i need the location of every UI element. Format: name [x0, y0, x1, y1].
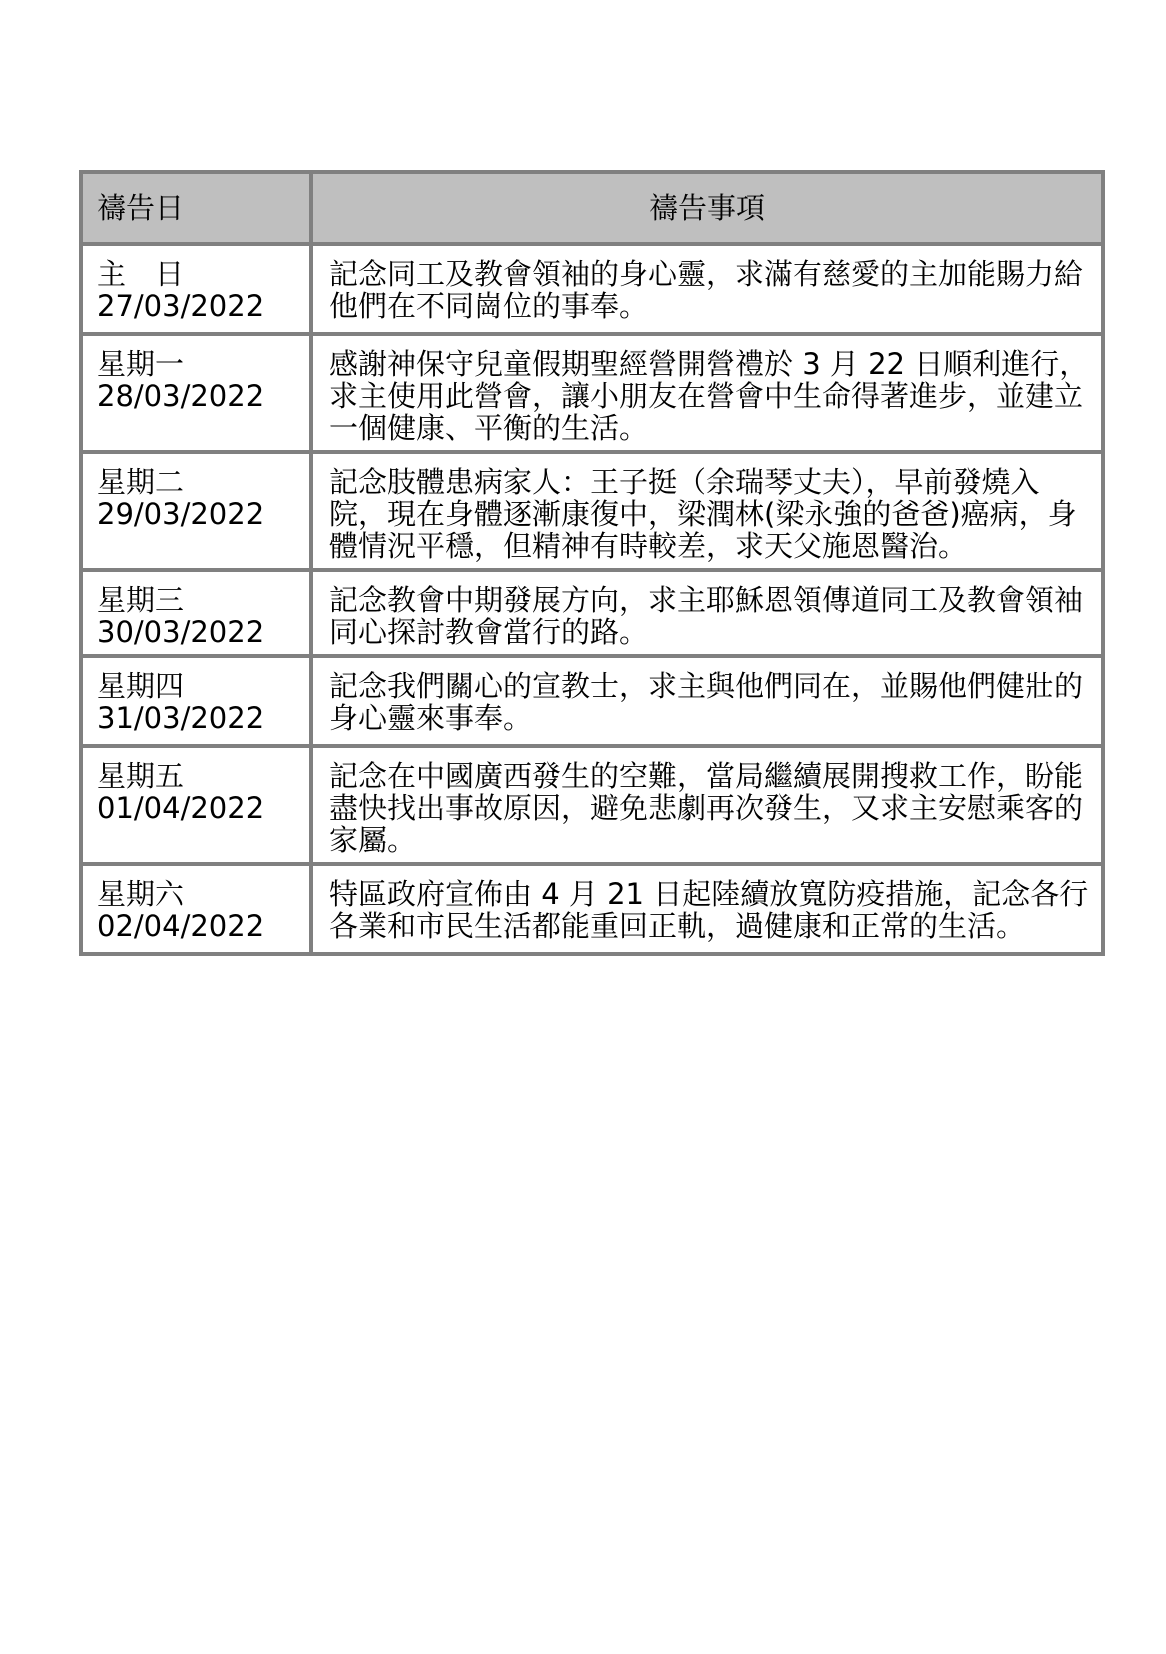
day-name: 星期五 — [97, 759, 185, 793]
day-date: 29/03/2022 — [97, 497, 265, 531]
prayer-item: 特區政府宣佈由 4 月 21 日起陸續放寬防疫措施，記念各行各業和市民生活都能重回正軌，過健康和正常的生活。 — [311, 864, 1103, 954]
day-cell — [81, 244, 311, 334]
day-date: 30/03/2022 — [97, 615, 265, 649]
table-row — [81, 746, 1103, 864]
day-cell — [81, 746, 311, 864]
day-cell — [81, 570, 311, 656]
prayer-item: 記念我們關心的宣教士，求主與他們同在，並賜他們健壯的身心靈來事奉。 — [311, 656, 1103, 746]
header-prayer-items: 禱告事項 — [311, 172, 1103, 244]
prayer-item: 記念同工及教會領袖的身心靈，求滿有慈愛的主加能賜力給他們在不同崗位的事奉。 — [311, 244, 1103, 334]
day-name: 主 日 — [97, 257, 185, 291]
day-name: 星期三 — [97, 583, 185, 617]
table-header-row — [81, 172, 1103, 244]
day-cell — [81, 452, 311, 570]
day-date: 28/03/2022 — [97, 379, 265, 413]
prayer-table — [79, 170, 1105, 956]
prayer-item: 感謝神保守兒童假期聖經營開營禮於 3 月 22 日順利進行，求主使用此營會，讓小朋友在營會中生命得著進步，並建立一個健康、平衡的生活。 — [311, 334, 1103, 452]
table-row — [81, 656, 1103, 746]
day-cell — [81, 656, 311, 746]
prayer-item: 記念教會中期發展方向，求主耶穌恩領傳道同工及教會領袖同心探討教會當行的路。 — [311, 570, 1103, 656]
table-row — [81, 452, 1103, 570]
table-row — [81, 864, 1103, 954]
table-row — [81, 244, 1103, 334]
day-cell — [81, 334, 311, 452]
day-date: 31/03/2022 — [97, 701, 265, 735]
day-name: 星期二 — [97, 465, 185, 499]
header-prayer-day: 禱告日 — [81, 172, 311, 244]
table-row — [81, 334, 1103, 452]
table-row — [81, 570, 1103, 656]
day-name: 星期四 — [97, 669, 185, 703]
day-name: 星期六 — [97, 877, 185, 911]
day-date: 27/03/2022 — [97, 289, 265, 323]
day-cell — [81, 864, 311, 954]
day-date: 02/04/2022 — [97, 909, 265, 943]
day-date: 01/04/2022 — [97, 791, 265, 825]
prayer-item: 記念在中國廣西發生的空難，當局繼續展開搜救工作，盼能盡快找出事故原因，避免悲劇再次發生，又求主安慰乘客的家屬。 — [311, 746, 1103, 864]
day-name: 星期一 — [97, 347, 185, 381]
prayer-item: 記念肢體患病家人：王子挺（余瑞琴丈夫），早前發燒入院，現在身體逐漸康復中，梁潤林(梁永強的爸爸)癌病，身體情況平穩，但精神有時較差，求天父施恩醫治。 — [311, 452, 1103, 570]
